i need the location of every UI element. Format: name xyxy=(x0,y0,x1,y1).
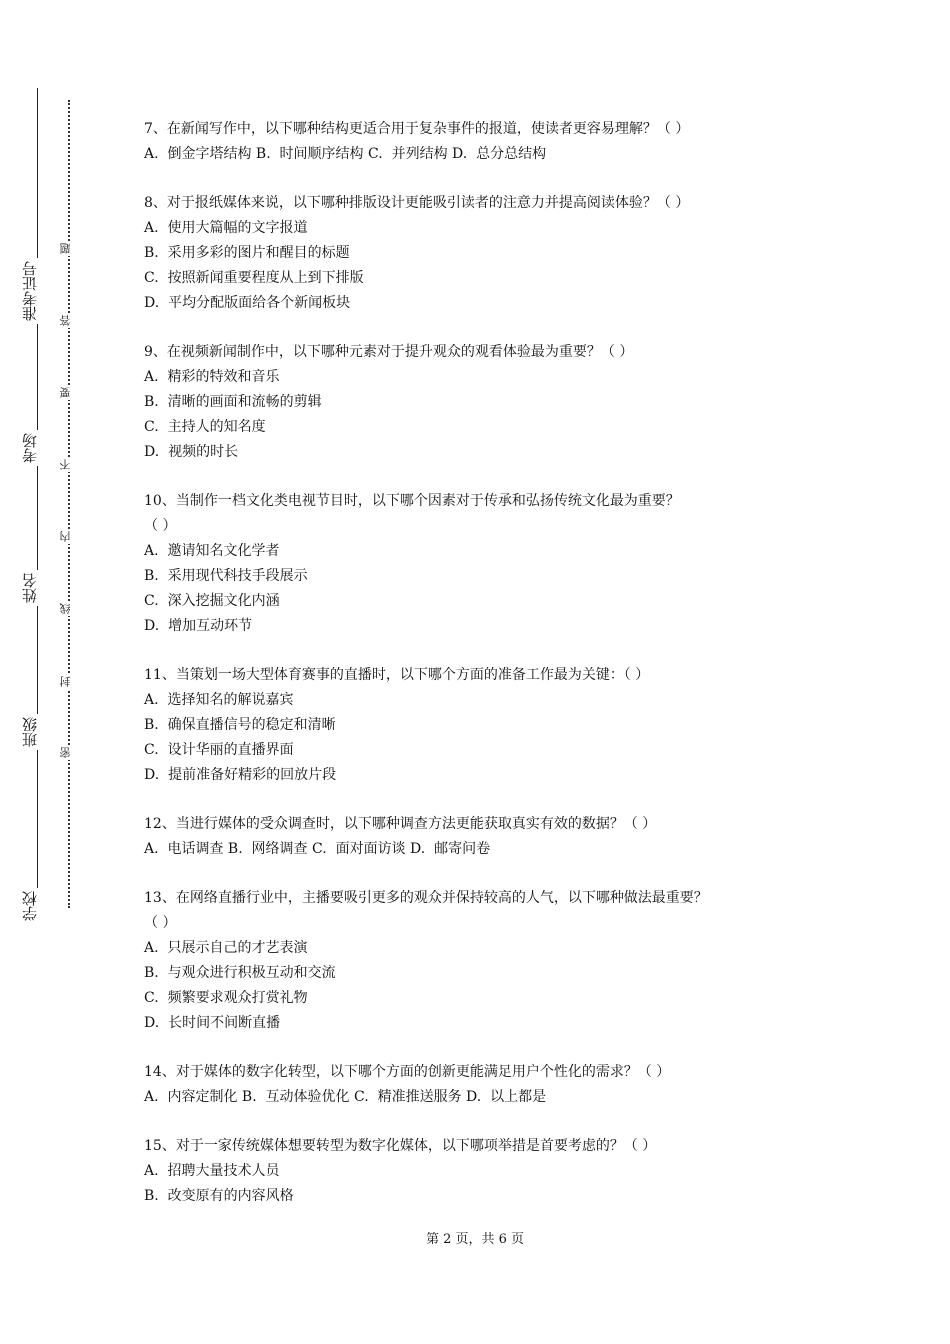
question-9 xyxy=(144,340,834,465)
question-13 xyxy=(144,886,834,1036)
binding-solid-line xyxy=(37,88,38,918)
question-stem: 14、对于媒体的数字化转型，以下哪个方面的创新更能满足用户个性化的需求？（ ） xyxy=(144,1064,671,1080)
option-b: B. 采用多彩的图片和醒目的标题 xyxy=(144,245,350,261)
seal-char-xian: 线 xyxy=(60,601,78,616)
option-c: C. 深入挖掘文化内涵 xyxy=(144,593,280,609)
option-c: C. 主持人的知名度 xyxy=(144,419,266,435)
question-options: A. 电话调查 B. 网络调查 C. 面对面访谈 D. 邮寄问卷 xyxy=(144,841,491,857)
question-options: A. 内容定制化 B. 互动体验优化 C. 精准推送服务 D. 以上都是 xyxy=(144,1089,547,1105)
option-a: A. 选择知名的解说嘉宾 xyxy=(144,692,294,708)
option-c: C. 频繁要求观众打赏礼物 xyxy=(144,990,308,1006)
field-name-label: 姓名 xyxy=(22,570,52,606)
question-stem: 10、当制作一档文化类电视节目时，以下哪个因素对于传承和弘扬传统文化最为重要？ xyxy=(144,493,680,509)
option-b: B. 清晰的画面和流畅的剪辑 xyxy=(144,394,322,410)
question-12 xyxy=(144,812,834,862)
option-b: B. 改变原有的内容风格 xyxy=(144,1188,294,1204)
seal-char-yao: 要 xyxy=(60,385,78,400)
question-10 xyxy=(144,489,834,639)
option-d: D. 提前准备好精彩的回放片段 xyxy=(144,767,337,783)
question-11 xyxy=(144,663,834,788)
seal-char-da: 答 xyxy=(60,313,78,328)
option-d: D. 视频的时长 xyxy=(144,444,239,460)
binding-dotted-line xyxy=(68,100,70,908)
seal-char-nei: 内 xyxy=(60,529,78,544)
option-d: D. 长时间不间断直播 xyxy=(144,1015,281,1031)
question-stem: 12、当进行媒体的受众调查时，以下哪种调查方法更能获取真实有效的数据？（ ） xyxy=(144,816,657,832)
question-stem: 7、在新闻写作中，以下哪种结构更适合用于复杂事件的报道，使读者更容易理解？（ ） xyxy=(144,121,690,137)
seal-char-bu: 不 xyxy=(60,457,78,472)
option-c: C. 设计华丽的直播界面 xyxy=(144,742,294,758)
option-b: B. 与观众进行积极互动和交流 xyxy=(144,965,336,981)
answer-bracket: （ ） xyxy=(144,915,177,931)
question-stem: 15、对于一家传统媒体想要转型为数字化媒体，以下哪项举措是首要考虑的？（ ） xyxy=(144,1138,657,1154)
field-exam-room-label: 考场 xyxy=(22,430,52,466)
option-b: B. 采用现代科技手段展示 xyxy=(144,568,308,584)
option-a: A. 精彩的特效和音乐 xyxy=(144,369,280,385)
field-class-label: 班级 xyxy=(22,714,52,750)
question-stem: 8、对于报纸媒体来说，以下哪种排版设计更能吸引读者的注意力并提高阅读体验？（ ） xyxy=(144,195,690,211)
option-d: D. 增加互动环节 xyxy=(144,618,253,634)
question-7 xyxy=(144,117,834,167)
field-ticket-number-label: 准考证号 xyxy=(22,258,52,324)
field-school-label: 学校 xyxy=(22,888,52,924)
question-stem: 9、在视频新闻制作中，以下哪种元素对于提升观众的观看体验最为重要？（ ） xyxy=(144,344,634,360)
option-c: C. 按照新闻重要程度从上到下排版 xyxy=(144,270,364,286)
option-a: A. 邀请知名文化学者 xyxy=(144,543,280,559)
question-14 xyxy=(144,1060,834,1110)
question-8 xyxy=(144,191,834,316)
answer-bracket: （ ） xyxy=(144,518,177,534)
option-d: D. 平均分配版面给各个新闻板块 xyxy=(144,295,351,311)
option-b: B. 确保直播信号的稳定和清晰 xyxy=(144,717,336,733)
option-a: A. 使用大篇幅的文字报道 xyxy=(144,220,308,236)
option-a: A. 招聘大量技术人员 xyxy=(144,1163,280,1179)
option-a: A. 只展示自己的才艺表演 xyxy=(144,940,308,956)
seal-char-ti: 题 xyxy=(60,241,78,256)
seal-char-feng: 封 xyxy=(60,674,78,689)
seal-char-mi: 密 xyxy=(60,745,78,760)
question-list xyxy=(144,117,834,1233)
question-stem: 13、在网络直播行业中，主播要吸引更多的观众并保持较高的人气，以下哪种做法最重要？ xyxy=(144,890,708,906)
question-15 xyxy=(144,1134,834,1209)
question-options: A. 倒金字塔结构 B. 时间顺序结构 C. 并列结构 D. 总分总结构 xyxy=(144,146,547,162)
page-footer: 第 2 页，共 6 页 xyxy=(425,1232,525,1247)
question-stem: 11、当策划一场大型体育赛事的直播时，以下哪个方面的准备工作最为关键：（ ） xyxy=(144,667,650,683)
